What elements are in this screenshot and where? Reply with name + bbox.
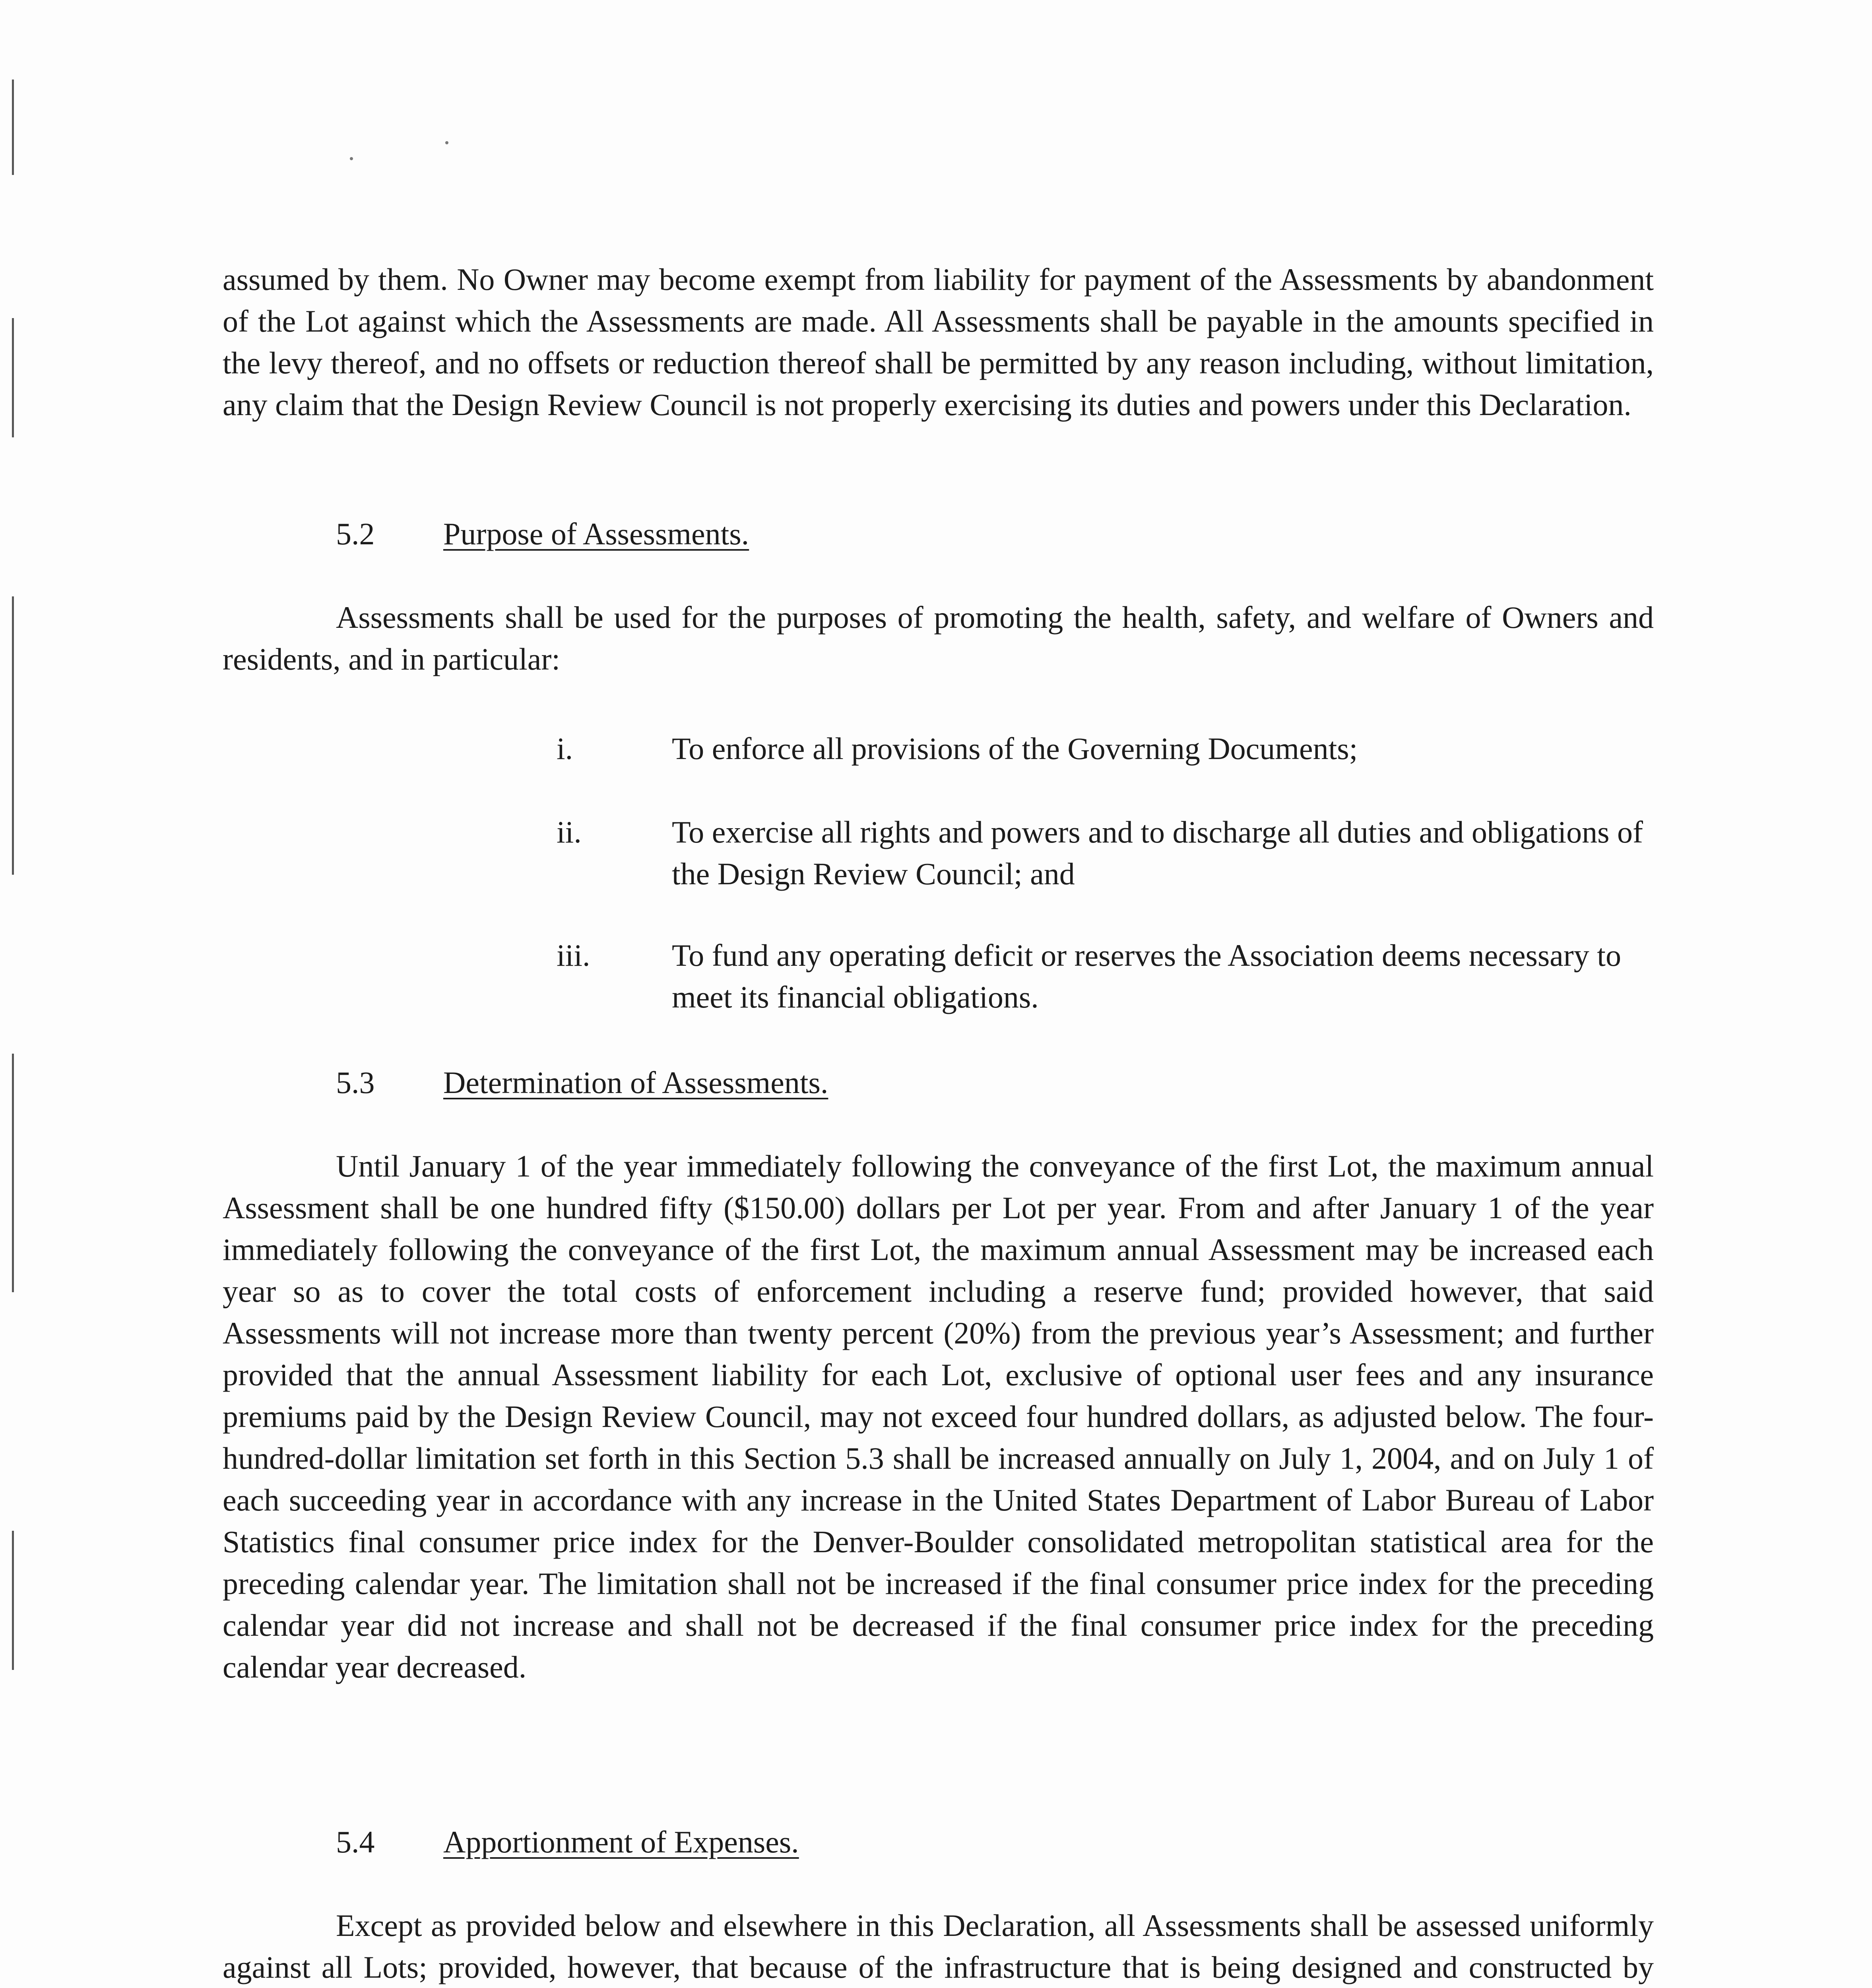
scan-artifact-dot bbox=[350, 157, 353, 160]
section-5-2-intro: Assessments shall be used for the purposes of promoting the health, safety, and welfare of Owners and residents, and in particular: bbox=[223, 600, 1654, 676]
scan-artifact-line bbox=[12, 318, 14, 437]
section-heading-5-3 bbox=[336, 1062, 828, 1103]
list-item bbox=[557, 934, 1654, 1018]
section-number: 5.2 bbox=[336, 516, 375, 551]
list-item bbox=[557, 728, 1654, 769]
list-item-text: To fund any operating deficit or reserves the Association deems necessary to meet its financial obligations. bbox=[672, 938, 1621, 1014]
list-marker: iii. bbox=[557, 938, 590, 973]
section-number: 5.4 bbox=[336, 1825, 375, 1859]
section-title: Determination of Assessments. bbox=[443, 1065, 828, 1100]
section-heading-5-4 bbox=[336, 1821, 799, 1863]
list-item-text: To exercise all rights and powers and to discharge all duties and obligations of the Design Review Council; and bbox=[672, 815, 1643, 891]
scan-artifact-line bbox=[12, 596, 14, 875]
section-5-3-body: Until January 1 of the year immediately following the conveyance of the first Lot, the maximum annual Assessment shall be one hundred fifty ($150.00) dollars per Lot per year. From and after January 1 of the year immediately following the conveyance of the first Lot, the maximum annual Assessment may be increased each year so as to cover the total costs of enforcement including a reserve fund; provided however, that said Assessments will not increase more than twenty percent (20%) from the previous year’s Assessment; and further provided that the annual Assessment liability for each Lot, exclusive of optional user fees and any insurance premiums paid by the Design Review Council, may not exceed four hundred dollars, as adjusted below. The four-hundred-dollar limitation set forth in this Section 5.3 shall be increased annually on July 1, 2004, and on July 1 of each succeeding year in accordance with any increase in the United States Department of Labor Bureau of Labor Statistics final consumer price index for the Denver-Boulder consolidated metropolitan statistical area for the preceding calendar year. The limitation shall not be increased if the final consumer price index for the preceding calendar year did not increase and shall not be decreased if the final consumer price index for the preceding calendar year decreased. bbox=[223, 1149, 1654, 1684]
list-marker: i. bbox=[557, 731, 573, 766]
section-heading-5-2 bbox=[336, 513, 749, 555]
section-title: Purpose of Assessments. bbox=[443, 516, 749, 551]
scan-artifact-line bbox=[12, 1054, 14, 1292]
scan-artifact-line bbox=[12, 80, 14, 175]
section-title: Apportionment of Expenses. bbox=[443, 1825, 799, 1859]
scan-artifact-dot bbox=[445, 141, 448, 144]
opening-paragraph: assumed by them. No Owner may become exempt from liability for payment of the Assessments by abandonment of the Lot against which the Assessments are made. All Assessments shall be payable in the amounts specified in the levy thereof, and no offsets or reduction thereof shall be permitted by any reason including, without limitation, any claim that the Design Review Council is not properly exercising its duties and powers under this Declaration. bbox=[223, 262, 1654, 422]
list-item-text: To enforce all provisions of the Governing Documents; bbox=[672, 731, 1358, 766]
section-5-4-body: Except as provided below and elsewhere in this Declaration, all Assessments shall be assessed uniformly against all Lots; provided, however, that because of the infrastructure that is being designed and constructed by bbox=[223, 1908, 1654, 1984]
section-number: 5.3 bbox=[336, 1065, 375, 1100]
list-marker: ii. bbox=[557, 815, 582, 849]
scan-artifact-line bbox=[12, 1531, 14, 1670]
list-item bbox=[557, 811, 1654, 895]
